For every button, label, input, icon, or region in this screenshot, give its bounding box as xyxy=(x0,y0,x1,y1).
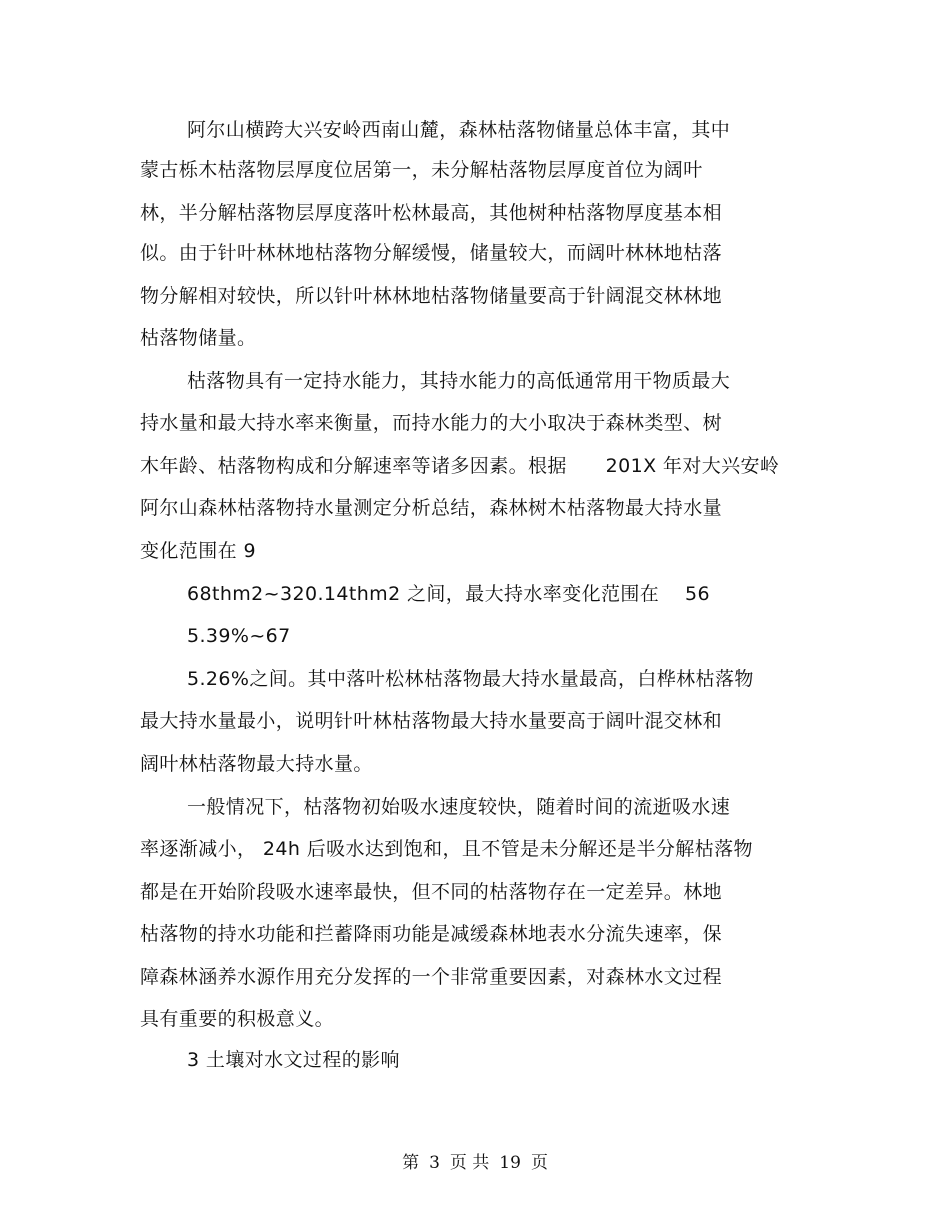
footer-suffix: 页 xyxy=(530,1153,548,1173)
paragraph-line: 68thm2~320.14thm2 之间，最大持水率变化范围在 56 xyxy=(187,583,711,605)
page-footer xyxy=(0,1152,950,1174)
paragraph-line: 一般情况下，枯落物初始吸水速度较快，随着时间的流逝吸水速 xyxy=(187,796,731,818)
paragraph-line: 最大持水量最小，说明针叶林枯落物最大持水量要高于阔叶混交林和 xyxy=(140,710,723,732)
paragraph-line: 蒙古栎木枯落物层厚度位居第一，未分解枯落物层厚度首位为阔叶 xyxy=(140,159,703,181)
paragraph-line: 具有重要的积极意义。 xyxy=(140,1008,335,1030)
paragraph-line: 阿尔山森林枯落物持水量测定分析总结，森林树木枯落物最大持水量 xyxy=(140,497,723,519)
paragraph-line: 阿尔山横跨大兴安岭西南山麓，森林枯落物储量总体丰富，其中 xyxy=(187,119,731,141)
paragraph-line: 5.39%~67 xyxy=(187,625,291,647)
paragraph-line: 率逐渐减小， 24h 后吸水达到饱和，且不管是未分解还是半分解枯落物 xyxy=(140,838,753,860)
paragraph-line: 物分解相对较快，所以针叶林林地枯落物储量要高于针阔混交林林地 xyxy=(140,285,723,307)
paragraph-line: 都是在开始阶段吸水速率最快，但不同的枯落物存在一定差异。林地 xyxy=(140,881,723,903)
footer-current-page: 3 xyxy=(429,1153,440,1173)
paragraph-line: 障森林涵养水源作用充分发挥的一个非常重要因素，对森林水文过程 xyxy=(140,966,723,988)
paragraph-line: 阔叶林枯落物最大持水量。 xyxy=(140,753,373,775)
paragraph-line: 枯落物的持水功能和拦蓄降雨功能是减缓森林地表水分流失速率，保 xyxy=(140,923,723,945)
paragraph-line: 枯落物储量。 xyxy=(140,327,257,349)
paragraph-line: 似。由于针叶林林地枯落物分解缓慢，储量较大，而阔叶林林地枯落 xyxy=(140,242,723,264)
footer-middle: 页 共 xyxy=(449,1153,490,1173)
footer-prefix: 第 xyxy=(402,1153,420,1173)
section-heading: 3 土壤对水文过程的影响 xyxy=(187,1049,400,1071)
paragraph-line: 枯落物具有一定持水能力，其持水能力的高低通常用干物质最大 xyxy=(187,370,731,392)
paragraph-line: 持水量和最大持水率来衡量，而持水能力的大小取决于森林类型、树 xyxy=(140,412,723,434)
paragraph-line: 木年龄、枯落物构成和分解速率等诸多因素。根据 201X 年对大兴安岭 xyxy=(140,455,780,477)
paragraph-line: 5.26%之间。其中落叶松林枯落物最大持水量最高，白桦林枯落物 xyxy=(187,668,754,690)
paragraph-line: 林，半分解枯落物层厚度落叶松林最高，其他树种枯落物厚度基本相 xyxy=(140,202,723,224)
footer-total-pages: 19 xyxy=(499,1153,521,1173)
paragraph-line: 变化范围在 9 xyxy=(140,540,256,562)
